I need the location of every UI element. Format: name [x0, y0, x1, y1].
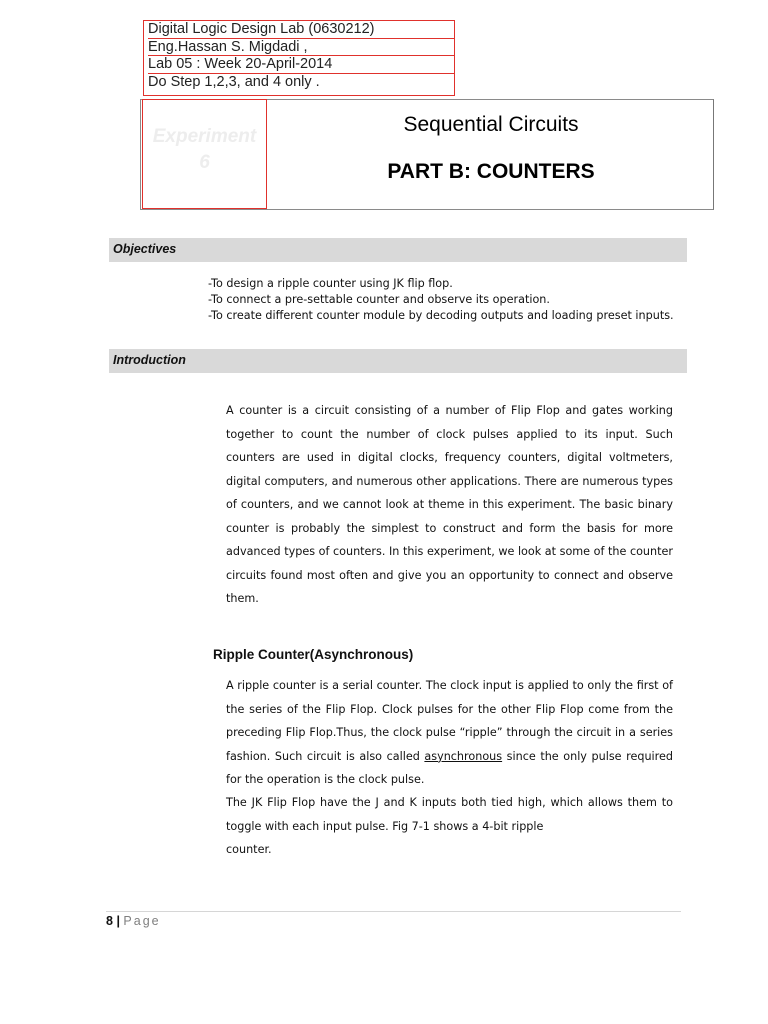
experiment-label-text: Experiment	[152, 126, 257, 147]
ripple-text-end: counter.	[226, 843, 272, 856]
section-band-objectives	[109, 238, 687, 262]
note-line: Eng.Hassan S. Migdadi ,	[148, 39, 454, 57]
section-band-introduction	[109, 349, 687, 373]
page-subtitle: PART B: COUNTERS	[387, 160, 595, 183]
ripple-text: since the only pulse required for the operation is the clock pulse.	[226, 749, 673, 786]
ripple-text: A ripple counter is a serial counter. The clock input is applied to only the first of the series of the Flip Flop. Clock pulses for the other Flip Flop come from the preceding Flip Flop.Thus, the clock pulse “ripple” through the circuit in a series fashion. Such circuit is also called	[226, 679, 673, 763]
underlined-term: asynchronous	[424, 749, 503, 763]
note-line: Do Step 1,2,3, and 4 only .	[148, 73, 320, 90]
ripple-text: The JK Flip Flop have the J and K inputs both tied high, which allows them to toggle with each input pulse. Fig 7-1 shows a 4-bit ripple	[226, 796, 673, 833]
page-footer	[106, 914, 161, 928]
experiment-number: 6	[199, 152, 210, 173]
lab-note-box	[143, 20, 455, 96]
page-label: Page	[123, 914, 161, 928]
ripple-paragraph-2	[226, 791, 673, 862]
experiment-label	[144, 124, 265, 176]
page-title: Sequential Circuits	[403, 113, 579, 136]
note-line: Lab 05 : Week 20-April-2014	[148, 56, 454, 74]
page-number: 8	[106, 914, 113, 928]
list-item: -To design a ripple counter using JK flip flop.	[208, 277, 453, 290]
objectives-list	[208, 276, 674, 324]
ripple-heading: Ripple Counter(Asynchronous)	[213, 647, 414, 662]
page-separator: |	[116, 914, 120, 928]
footer-rule	[106, 911, 681, 912]
list-item: -To connect a pre-settable counter and observe its operation.	[208, 293, 550, 306]
note-line: Digital Logic Design Lab (0630212)	[148, 21, 454, 39]
section-heading: Objectives	[113, 242, 177, 256]
introduction-paragraph: A counter is a circuit consisting of a number of Flip Flop and gates working together to count the number of clock pulses applied to its input. Such counters are used in digital clocks, frequency counters, digital voltmeters, digital computers, and numerous other applications. There are numerous types of counters, and we cannot look at theme in this experiment. The basic binary counter is probably the simplest to construct and form the basis for more advanced types of counters. In this experiment, we look at some of the counter circuits found most often and give you an opportunity to connect and observe them.	[226, 404, 673, 605]
section-heading: Introduction	[113, 353, 186, 367]
list-item: -To create different counter module by decoding outputs and loading preset inputs.	[208, 309, 674, 322]
ripple-paragraph	[226, 674, 673, 792]
